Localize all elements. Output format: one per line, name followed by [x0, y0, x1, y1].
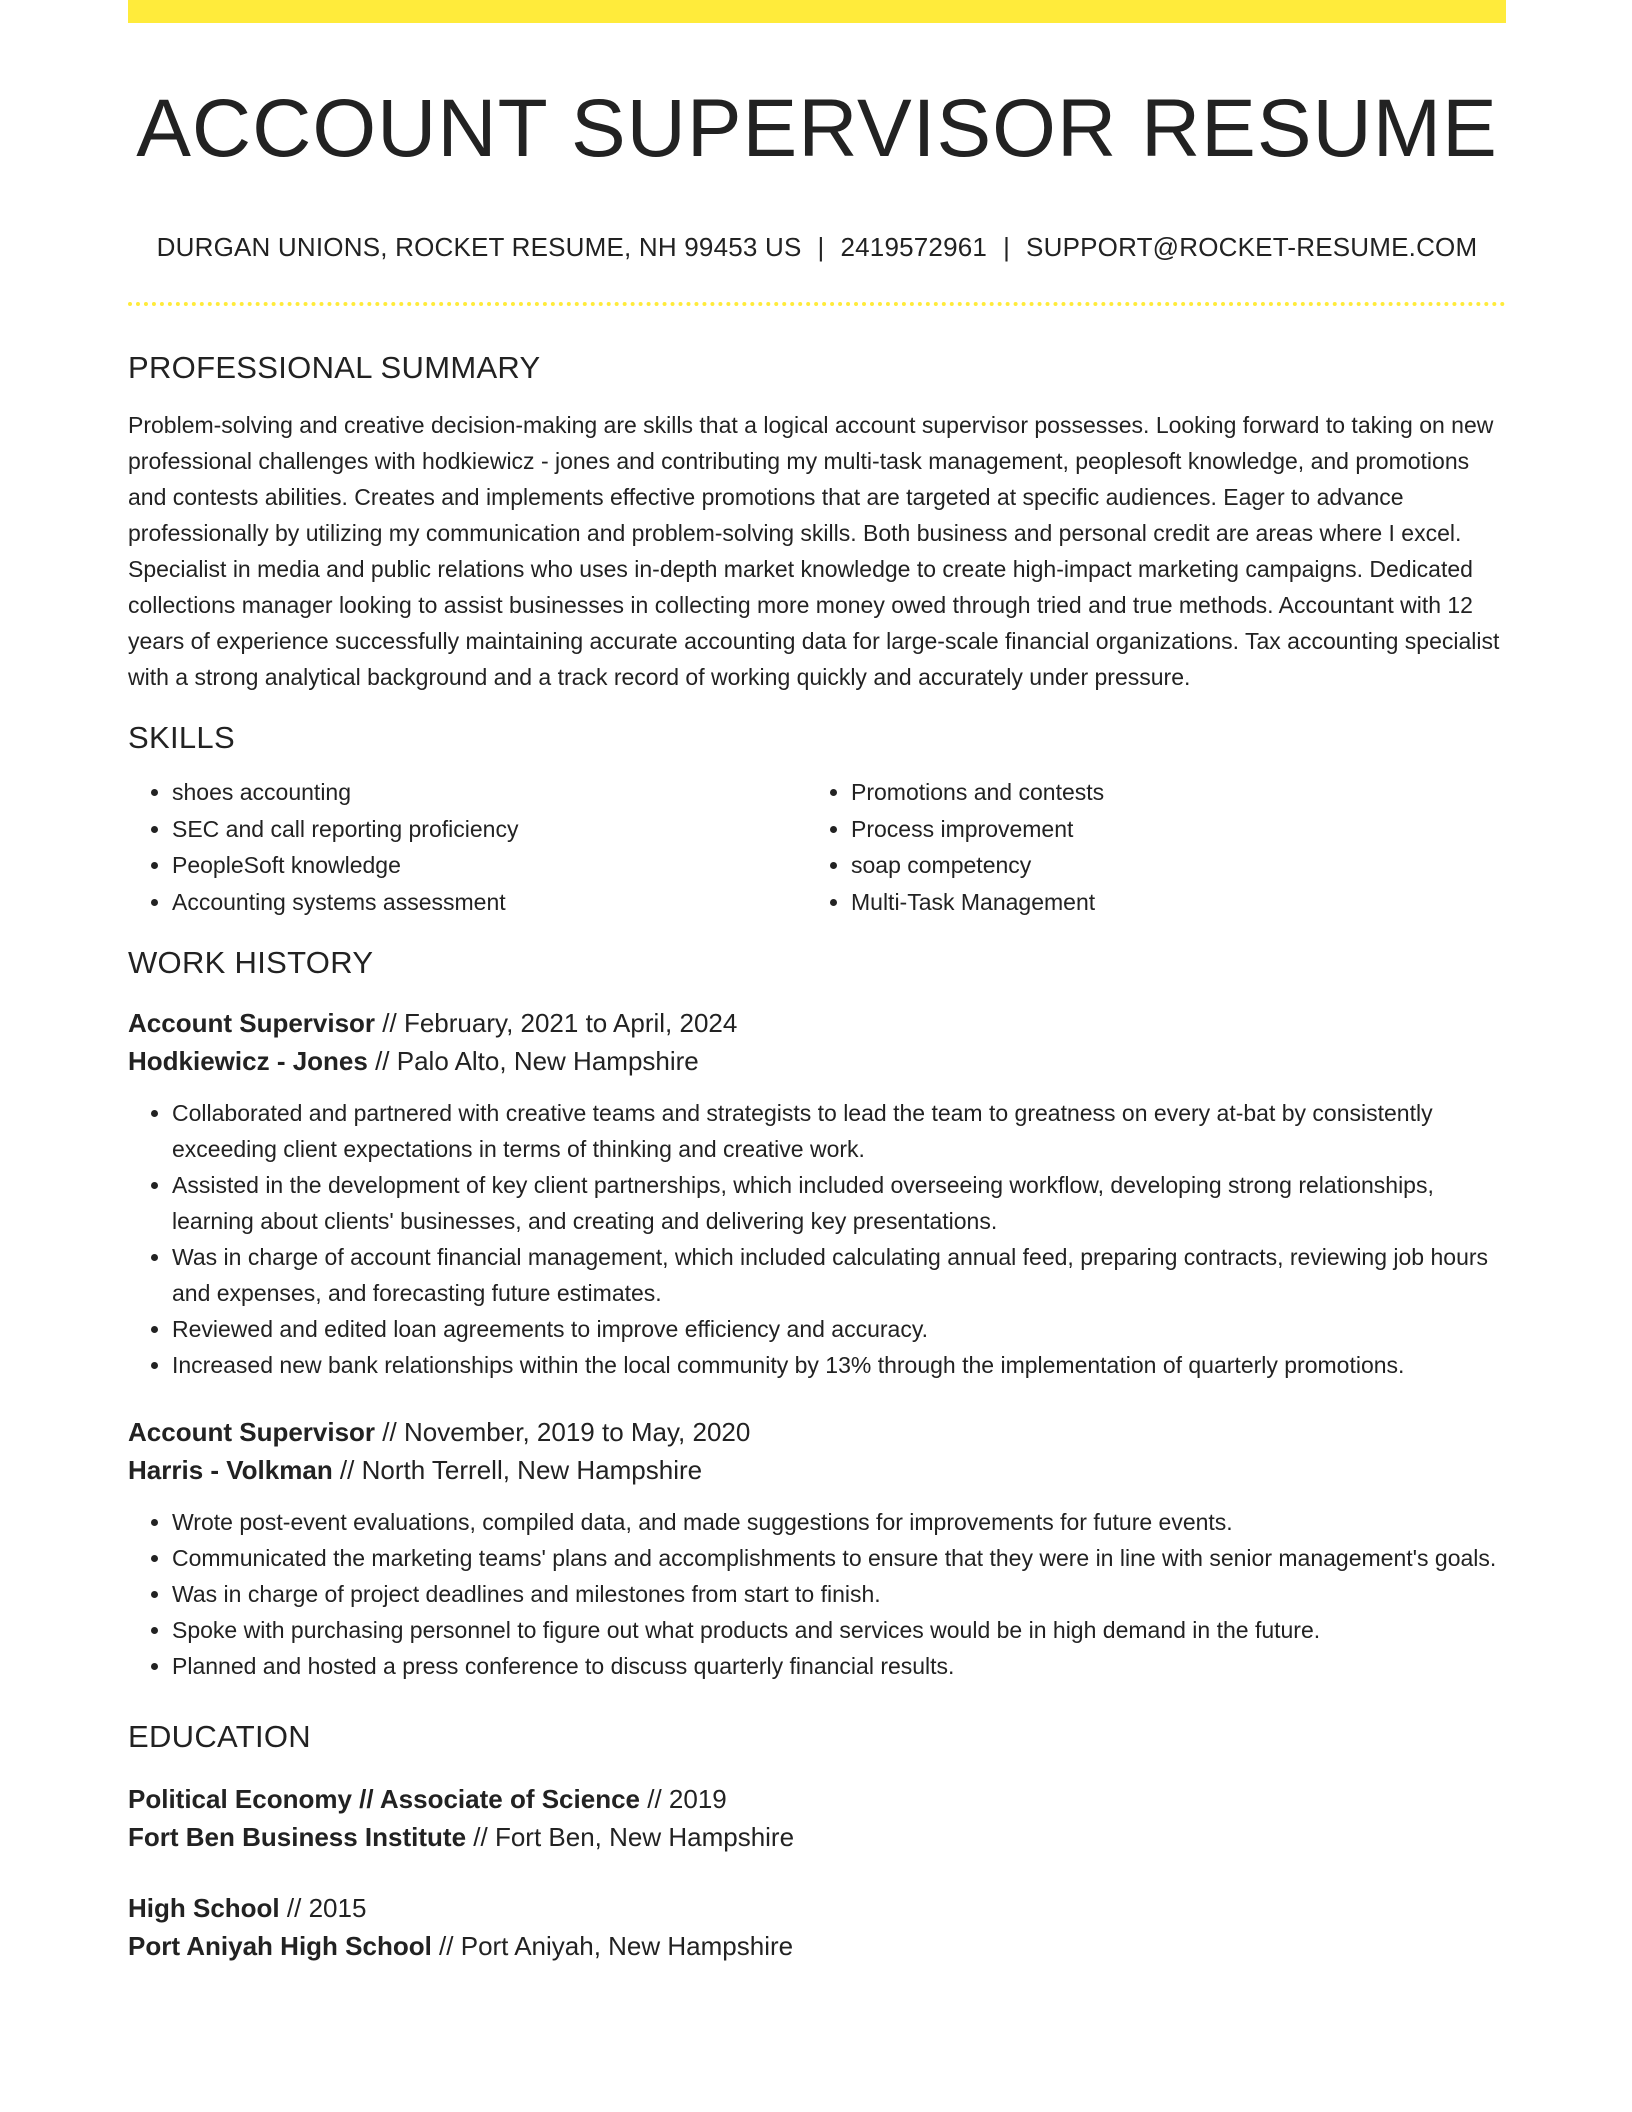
- education-school: Port Aniyah High School: [128, 1931, 432, 1961]
- job-bullet: • Communicated the marketing teams' plans and accomplishments to ensure that they were in line with senior management's goals.: [172, 1540, 1506, 1576]
- education-degree-line: [128, 1889, 1506, 1927]
- contact-email: SUPPORT@ROCKET-RESUME.COM: [1026, 232, 1478, 262]
- contact-separator: |: [817, 232, 825, 262]
- job-dates: // November, 2019 to May, 2020: [375, 1417, 751, 1447]
- work-history-heading: WORK HISTORY: [128, 945, 374, 980]
- skill-item: • Process improvement: [851, 811, 1486, 848]
- job-entry: [128, 1004, 1506, 1383]
- summary-text: Problem-solving and creative decision-making are skills that a logical account supervisor possesses. Looking forward to taking on new professional challenges with hodkiewicz - jones and contributing my multi-task management, peoplesoft knowledge, and promotions and contests abilities. Creates and implements effective promotions that are targeted at specific audiences. Eager to advance professionally by utilizing my communication and problem-solving skills. Both business and personal credit are areas where I excel. Specialist in media and public relations who uses in-depth market knowledge to create high-impact marketing campaigns. Dedicated collections manager looking to assist businesses in collecting more money owed through tried and true methods. Accountant with 12 years of experience successfully maintaining accurate accounting data for large-scale financial organizations. Tax accounting specialist with a strong analytical background and a track record of working quickly and accurately under pressure.: [128, 412, 1500, 690]
- job-company-line: [128, 1451, 1506, 1489]
- skills-list-left: [128, 774, 807, 920]
- skills-grid: [128, 774, 1506, 920]
- job-entry: [128, 1413, 1506, 1684]
- job-title-line: [128, 1004, 1506, 1042]
- education-degree: High School: [128, 1893, 280, 1923]
- education-entry: [128, 1780, 1506, 1856]
- job-company-line: [128, 1042, 1506, 1080]
- skill-item: • Accounting systems assessment: [172, 884, 807, 921]
- contact-separator: |: [1003, 232, 1011, 262]
- education-school-line: [128, 1927, 1506, 1965]
- job-bullet: • Spoke with purchasing personnel to figure out what products and services would be in high demand in the future.: [172, 1612, 1506, 1648]
- job-company: Hodkiewicz - Jones: [128, 1046, 368, 1076]
- job-bullet: • Increased new bank relationships within the local community by 13% through the implementation of quarterly promotions.: [172, 1347, 1506, 1383]
- education-degree-line: [128, 1780, 1506, 1818]
- job-bullet: • Was in charge of project deadlines and milestones from start to finish.: [172, 1576, 1506, 1612]
- accent-bar: [128, 0, 1506, 23]
- education-year: // 2019: [640, 1784, 727, 1814]
- contact-line: [128, 231, 1506, 263]
- education-school: Fort Ben Business Institute: [128, 1822, 467, 1852]
- education-heading: EDUCATION: [128, 1719, 311, 1754]
- contact-phone: 2419572961: [840, 232, 988, 262]
- job-location: // North Terrell, New Hampshire: [332, 1455, 703, 1485]
- job-bullet: • Was in charge of account financial management, which included calculating annual feed, preparing contracts, reviewing job hours and expenses, and forecasting future estimates.: [172, 1239, 1506, 1311]
- education-school-line: [128, 1818, 1506, 1856]
- skill-item: • Promotions and contests: [851, 774, 1486, 811]
- job-company: Harris - Volkman: [128, 1455, 333, 1485]
- summary-heading: PROFESSIONAL SUMMARY: [128, 350, 541, 385]
- job-bullets: [128, 1095, 1506, 1383]
- job-bullet: • Reviewed and edited loan agreements to improve efficiency and accuracy.: [172, 1311, 1506, 1347]
- job-bullet: • Planned and hosted a press conference to discuss quarterly financial results.: [172, 1648, 1506, 1684]
- resume-content: [128, 23, 1506, 1965]
- education-degree: Political Economy // Associate of Science: [128, 1784, 640, 1814]
- job-dates: // February, 2021 to April, 2024: [375, 1008, 738, 1038]
- education-year: // 2015: [279, 1893, 367, 1923]
- skill-item: • soap competency: [851, 847, 1486, 884]
- skills-list-right: [807, 774, 1486, 920]
- skills-heading: SKILLS: [128, 720, 235, 755]
- job-title: Account Supervisor: [128, 1008, 376, 1038]
- skill-item: • shoes accounting: [172, 774, 807, 811]
- education-entry: [128, 1889, 1506, 1965]
- job-bullet: • Collaborated and partnered with creative teams and strategists to lead the team to greatness on every at-bat by consistently exceeding client expectations in terms of thinking and creative work.: [172, 1095, 1506, 1167]
- dotted-divider: [128, 302, 1506, 306]
- job-title: Account Supervisor: [128, 1417, 376, 1447]
- skill-item: • Multi-Task Management: [851, 884, 1486, 921]
- job-location: // Palo Alto, New Hampshire: [367, 1046, 699, 1076]
- job-bullet: • Assisted in the development of key client partnerships, which included overseeing workflow, developing strong relationships, learning about clients' businesses, and creating and delivering key presentations.: [172, 1167, 1506, 1239]
- job-title-line: [128, 1413, 1506, 1451]
- job-bullets: [128, 1504, 1506, 1684]
- job-bullet: • Wrote post-event evaluations, compiled data, and made suggestions for improvements for future events.: [172, 1504, 1506, 1540]
- education-location: // Fort Ben, New Hampshire: [466, 1822, 795, 1852]
- contact-address: DURGAN UNIONS, ROCKET RESUME, NH 99453 US: [156, 232, 802, 262]
- skill-item: • SEC and call reporting proficiency: [172, 811, 807, 848]
- education-location: // Port Aniyah, New Hampshire: [431, 1931, 794, 1961]
- resume-title: ACCOUNT SUPERVISOR RESUME: [136, 83, 1498, 174]
- skill-item: • PeopleSoft knowledge: [172, 847, 807, 884]
